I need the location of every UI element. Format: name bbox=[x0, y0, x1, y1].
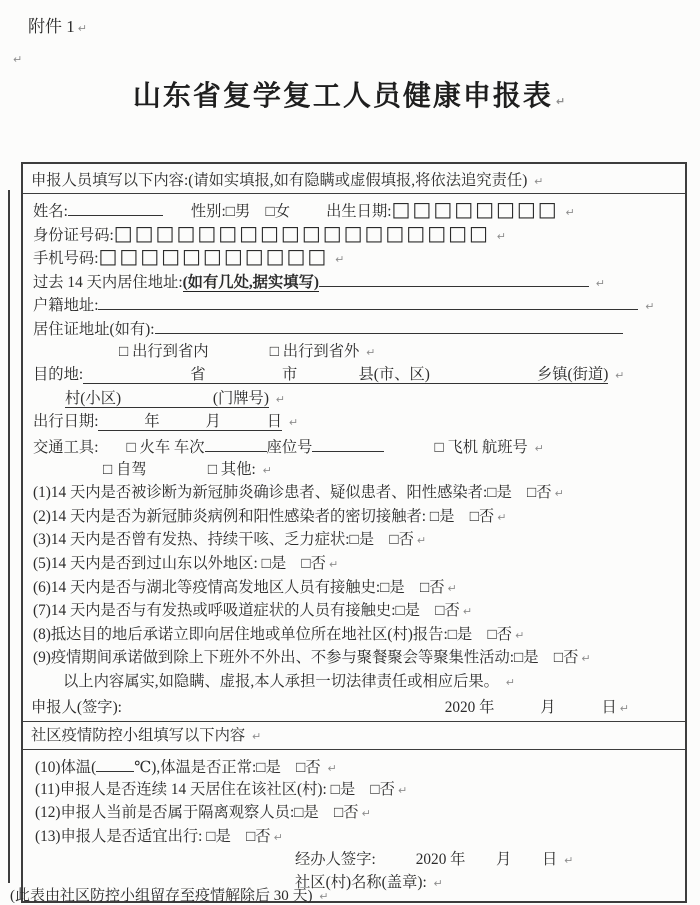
declarant-signature-label: 申报人(签字): bbox=[31, 699, 122, 717]
declarant-signature-row bbox=[23, 695, 685, 722]
paragraph-mark bbox=[10, 50, 22, 68]
pilcrow-icon: ↵ bbox=[319, 890, 329, 903]
gender-field: 性别:□男 □女 bbox=[190, 203, 291, 220]
transport-other-options: □ 自驾 □ 其他: bbox=[103, 460, 256, 478]
transport-plane-option: □ 飞机 航班号 bbox=[434, 438, 528, 456]
retention-note bbox=[10, 884, 328, 905]
pilcrow-icon: ↵ bbox=[497, 510, 507, 524]
question-11 bbox=[23, 778, 679, 801]
name-blank bbox=[68, 198, 163, 216]
pilcrow-icon: ↵ bbox=[288, 416, 299, 430]
transport-train-option: □ 火车 车次 bbox=[126, 438, 205, 456]
travel-scope-line bbox=[23, 340, 679, 364]
address-14day-label: 过去 14 天内居住地址: bbox=[33, 273, 183, 291]
question-10-suffix: ℃),体温是否正常:□是 □否 bbox=[134, 759, 321, 777]
seat-number-blank bbox=[312, 434, 384, 452]
travel-scope-checkboxes: □ 出行到省内 □ 出行到省外 bbox=[119, 342, 360, 360]
transport-label: 交通工具: bbox=[33, 438, 99, 456]
pilcrow-icon: ↵ bbox=[595, 276, 606, 290]
name-gender-birth-line bbox=[23, 198, 679, 222]
community-name-label: 社区(村)名称(盖章): bbox=[295, 874, 427, 892]
destination-blanks: 省 市 县(市、区) 乡镇(街道) bbox=[83, 366, 609, 384]
phone-digit-boxes: □□□□□□□□□□□ bbox=[98, 244, 329, 269]
travel-date-blanks: 年 月 日 bbox=[98, 413, 283, 431]
phone-label: 手机号码: bbox=[33, 250, 99, 268]
question-2-text: (2)14 天内是否为新冠肺炎病例和阳性感染者的密切接触者: □是 □否 bbox=[33, 507, 495, 525]
pilcrow-icon: ↵ bbox=[615, 369, 625, 383]
destination-line bbox=[23, 363, 679, 387]
question-11-text: (11)申报人是否连续 14 天居住在该社区(村): □是 □否 bbox=[35, 780, 395, 798]
pilcrow-icon: ↵ bbox=[534, 441, 544, 455]
question-12 bbox=[23, 801, 679, 824]
destination-village-blank: 村(小区) (门牌号) bbox=[65, 389, 269, 407]
pilcrow-icon: ↵ bbox=[555, 95, 568, 108]
pilcrow-icon: ↵ bbox=[77, 22, 87, 35]
declarant-fields-cell bbox=[23, 194, 685, 695]
affirmation-line bbox=[23, 670, 679, 694]
residence-permit-label: 居住证地址(如有): bbox=[33, 320, 155, 338]
pilcrow-icon: ↵ bbox=[564, 854, 574, 868]
residence-permit-blank bbox=[155, 316, 623, 334]
question-3-text: (3)14 天内是否曾有发热、持续干咳、乏力症状:□是 □否 bbox=[33, 531, 414, 549]
household-address-line bbox=[23, 292, 679, 316]
question-1 bbox=[23, 481, 679, 505]
affirmation-text: 以上内容属实,如隐瞒、虚报,本人承担一切法律责任或相应后果。 bbox=[63, 672, 499, 690]
birth-label: 出生日期: bbox=[326, 203, 392, 220]
question-13-text: (13)申报人是否适宜出行: □是 □否 bbox=[35, 827, 271, 845]
handler-signature-label: 经办人签字: bbox=[295, 851, 376, 869]
question-5 bbox=[23, 552, 679, 576]
attachment-label bbox=[28, 12, 87, 37]
health-declaration-form-table bbox=[21, 162, 687, 903]
id-label: 身份证号码: bbox=[33, 226, 114, 244]
pilcrow-icon: ↵ bbox=[565, 206, 575, 219]
pilcrow-icon: ↵ bbox=[262, 463, 272, 477]
pilcrow-icon: ↵ bbox=[275, 392, 285, 406]
community-fields-cell bbox=[23, 750, 685, 900]
destination-line2 bbox=[23, 387, 679, 411]
attachment-text: 附件 1 bbox=[28, 17, 75, 36]
question-8-text: (8)抵达目的地后承诺立即向居住地或单位所在地社区(村)报告:□是 □否 bbox=[33, 625, 513, 643]
question-1-text: (1)14 天内是否被诊断为新冠肺炎确诊患者、疑似患者、阳性感染者:□是 □否 bbox=[33, 484, 552, 502]
pilcrow-icon: ↵ bbox=[554, 487, 564, 501]
pilcrow-icon: ↵ bbox=[515, 628, 525, 642]
page-title bbox=[0, 74, 700, 114]
pilcrow-icon: ↵ bbox=[361, 807, 371, 821]
transport-line bbox=[23, 434, 679, 458]
pilcrow-icon: ↵ bbox=[505, 675, 516, 689]
question-13 bbox=[23, 825, 679, 848]
id-digit-boxes: □□□□□□□□□□□□□□□□□□ bbox=[113, 220, 490, 245]
pilcrow-icon: ↵ bbox=[13, 53, 23, 66]
question-8 bbox=[23, 623, 679, 647]
handler-signature-date: 2020 年 月 日 bbox=[415, 851, 558, 869]
address-14day-line bbox=[23, 269, 679, 293]
pilcrow-icon: ↵ bbox=[335, 253, 345, 267]
transport-other-line bbox=[23, 458, 679, 482]
pilcrow-icon: ↵ bbox=[534, 175, 544, 188]
seat-label: 座位号 bbox=[266, 438, 313, 456]
question-10 bbox=[23, 754, 679, 777]
declarant-section-header bbox=[23, 164, 685, 194]
question-3 bbox=[23, 528, 679, 552]
question-12-text: (12)申报人当前是否属于隔离观察人员:□是 □否 bbox=[35, 804, 359, 822]
pilcrow-icon: ↵ bbox=[273, 830, 283, 844]
pilcrow-icon: ↵ bbox=[645, 300, 655, 314]
community-section-header bbox=[23, 722, 685, 750]
pilcrow-icon: ↵ bbox=[327, 762, 337, 776]
declarant-signature-date: 2020 年 月 日 ↵ bbox=[444, 698, 629, 716]
pilcrow-icon: ↵ bbox=[252, 730, 262, 744]
pilcrow-icon: ↵ bbox=[581, 652, 591, 666]
pilcrow-icon: ↵ bbox=[328, 557, 339, 571]
page-title-text: 山东省复学复工人员健康申报表 bbox=[132, 80, 553, 111]
question-9-text: (9)疫情期间承诺做到除上下班外不外出、不参与聚餐聚会等聚集性活动:□是 □否 bbox=[33, 649, 579, 667]
travel-date-line bbox=[23, 410, 679, 434]
handler-signature-line bbox=[23, 848, 679, 871]
declarant-section-header-text: 申报人员填写以下内容:(请如实填报,如有隐瞒或虚假填报,将依法追究责任) bbox=[31, 172, 528, 189]
pilcrow-icon: ↵ bbox=[416, 534, 427, 548]
residence-permit-line bbox=[23, 316, 679, 340]
question-7 bbox=[23, 599, 679, 623]
name-label: 姓名: bbox=[33, 203, 68, 220]
pilcrow-icon: ↵ bbox=[496, 229, 506, 243]
pilcrow-icon: ↵ bbox=[433, 877, 443, 891]
temperature-blank bbox=[96, 754, 134, 772]
pilcrow-icon: ↵ bbox=[447, 581, 457, 595]
address-14day-blank bbox=[319, 269, 589, 287]
pilcrow-icon: ↵ bbox=[462, 605, 473, 619]
pilcrow-icon: ↵ bbox=[366, 345, 376, 359]
household-address-blank bbox=[98, 292, 638, 310]
question-5-text: (5)14 天内是否到过山东以外地区: □是 □否 bbox=[33, 554, 326, 572]
travel-date-label: 出行日期: bbox=[33, 413, 99, 431]
id-number-line bbox=[23, 222, 679, 246]
destination-label: 目的地: bbox=[33, 366, 84, 384]
train-number-blank bbox=[205, 434, 267, 452]
retention-note-text: (此表由社区防控小组留存至疫情解除后 30 天) bbox=[10, 888, 313, 904]
address-14day-hint: (如有几处,据实填写) bbox=[182, 273, 319, 291]
question-2 bbox=[23, 505, 679, 529]
household-address-label: 户籍地址: bbox=[33, 297, 99, 315]
birth-digit-boxes: □□□□□□□□ bbox=[391, 197, 559, 221]
phone-number-line bbox=[23, 245, 679, 269]
question-9 bbox=[23, 646, 679, 670]
pilcrow-icon: ↵ bbox=[397, 783, 408, 797]
community-section-header-text: 社区疫情防控小组填写以下内容 bbox=[31, 727, 246, 745]
table-outer-left-border bbox=[8, 190, 10, 883]
pilcrow-icon: ↵ bbox=[619, 701, 629, 715]
question-7-text: (7)14 天内是否与有发热或呼吸道症状的人员有接触史:□是 □否 bbox=[33, 602, 460, 620]
question-10-prefix: (10)体温( bbox=[35, 759, 97, 777]
question-6-text: (6)14 天内是否与湖北等疫情高发地区人员有接触史:□是 □否 bbox=[33, 578, 445, 596]
question-6 bbox=[23, 576, 679, 600]
